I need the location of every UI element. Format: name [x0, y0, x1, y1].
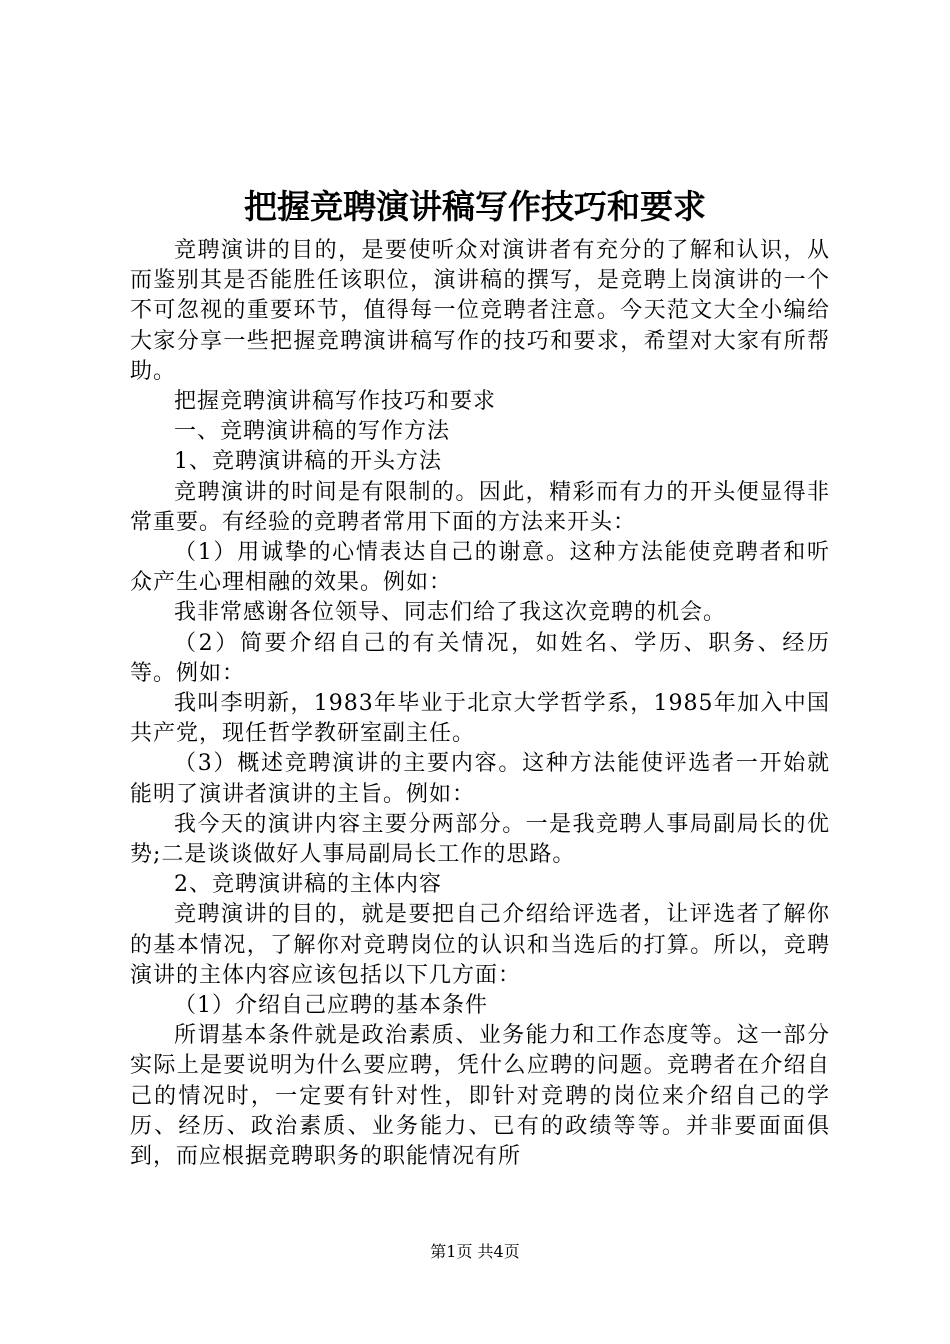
subsection-heading: 2、竞聘演讲稿的主体内容 [174, 872, 442, 898]
section-heading: 一、竞聘演讲稿的写作方法 [174, 419, 451, 445]
document-body [130, 236, 830, 1172]
paragraph: 竞聘演讲的时间是有限制的。因此，精彩而有力的开头便显得非常重要。有经验的竞聘者常用下面的方法来开头： [130, 479, 830, 535]
paragraph: （1）介绍自己应聘的基本条件 [174, 993, 488, 1019]
paragraph: （2）简要介绍自己的有关情况，如姓名、学历、职务、经历等。例如： [130, 630, 830, 686]
paragraph: （3）概述竞聘演讲的主要内容。这种方法能使评选者一开始就能明了演讲者演讲的主旨。例如： [130, 751, 830, 807]
document-title: 把握竞聘演讲稿写作技巧和要求 [244, 187, 706, 226]
subsection-heading: 1、竞聘演讲稿的开头方法 [174, 449, 442, 475]
paragraph: 我今天的演讲内容主要分两部分。一是我竞聘人事局副局长的优势;二是谈谈做好人事局副局长工作的思路。 [130, 811, 830, 868]
paragraph: 把握竞聘演讲稿写作技巧和要求 [174, 389, 497, 415]
paragraph: （1）用诚挚的心情表达自己的谢意。这种方法能使竞聘者和听众产生心理相融的效果。例如： [130, 540, 830, 596]
paragraph: 我叫李明新，1983年毕业于北京大学哲学系，1985年加入中国共产党，现任哲学教研室副主任。 [130, 691, 830, 747]
paragraph: 竞聘演讲的目的，是要使听众对演讲者有充分的了解和认识，从而鉴别其是否能胜任该职位，演讲稿的撰写，是竞聘上岗演讲的一个不可忽视的重要环节，值得每一位竞聘者注意。今天范文大全小编给大家分享一些把握竞聘演讲稿写作的技巧和要求，希望对大家有所帮助。 [130, 238, 830, 384]
paragraph: 所谓基本条件就是政治素质、业务能力和工作态度等。这一部分实际上是要说明为什么要应聘，凭什么应聘的问题。竞聘者在介绍自己的情况时，一定要有针对性，即针对竞聘的岗位来介绍自己的学历、经历、政治素质、业务能力、已有的政绩等等。并非要面面俱到，而应根据竞聘职务的职能情况有所 [130, 1023, 830, 1170]
paragraph: 我非常感谢各位领导、同志们给了我这次竞聘的机会。 [174, 600, 727, 626]
page-number-footer: 第1页 共4页 [430, 1242, 520, 1261]
paragraph: 竞聘演讲的目的，就是要把自己介绍给评选者，让评选者了解你的基本情况，了解你对竞聘岗位的认识和当选后的打算。所以，竞聘演讲的主体内容应该包括以下几方面： [130, 902, 830, 988]
